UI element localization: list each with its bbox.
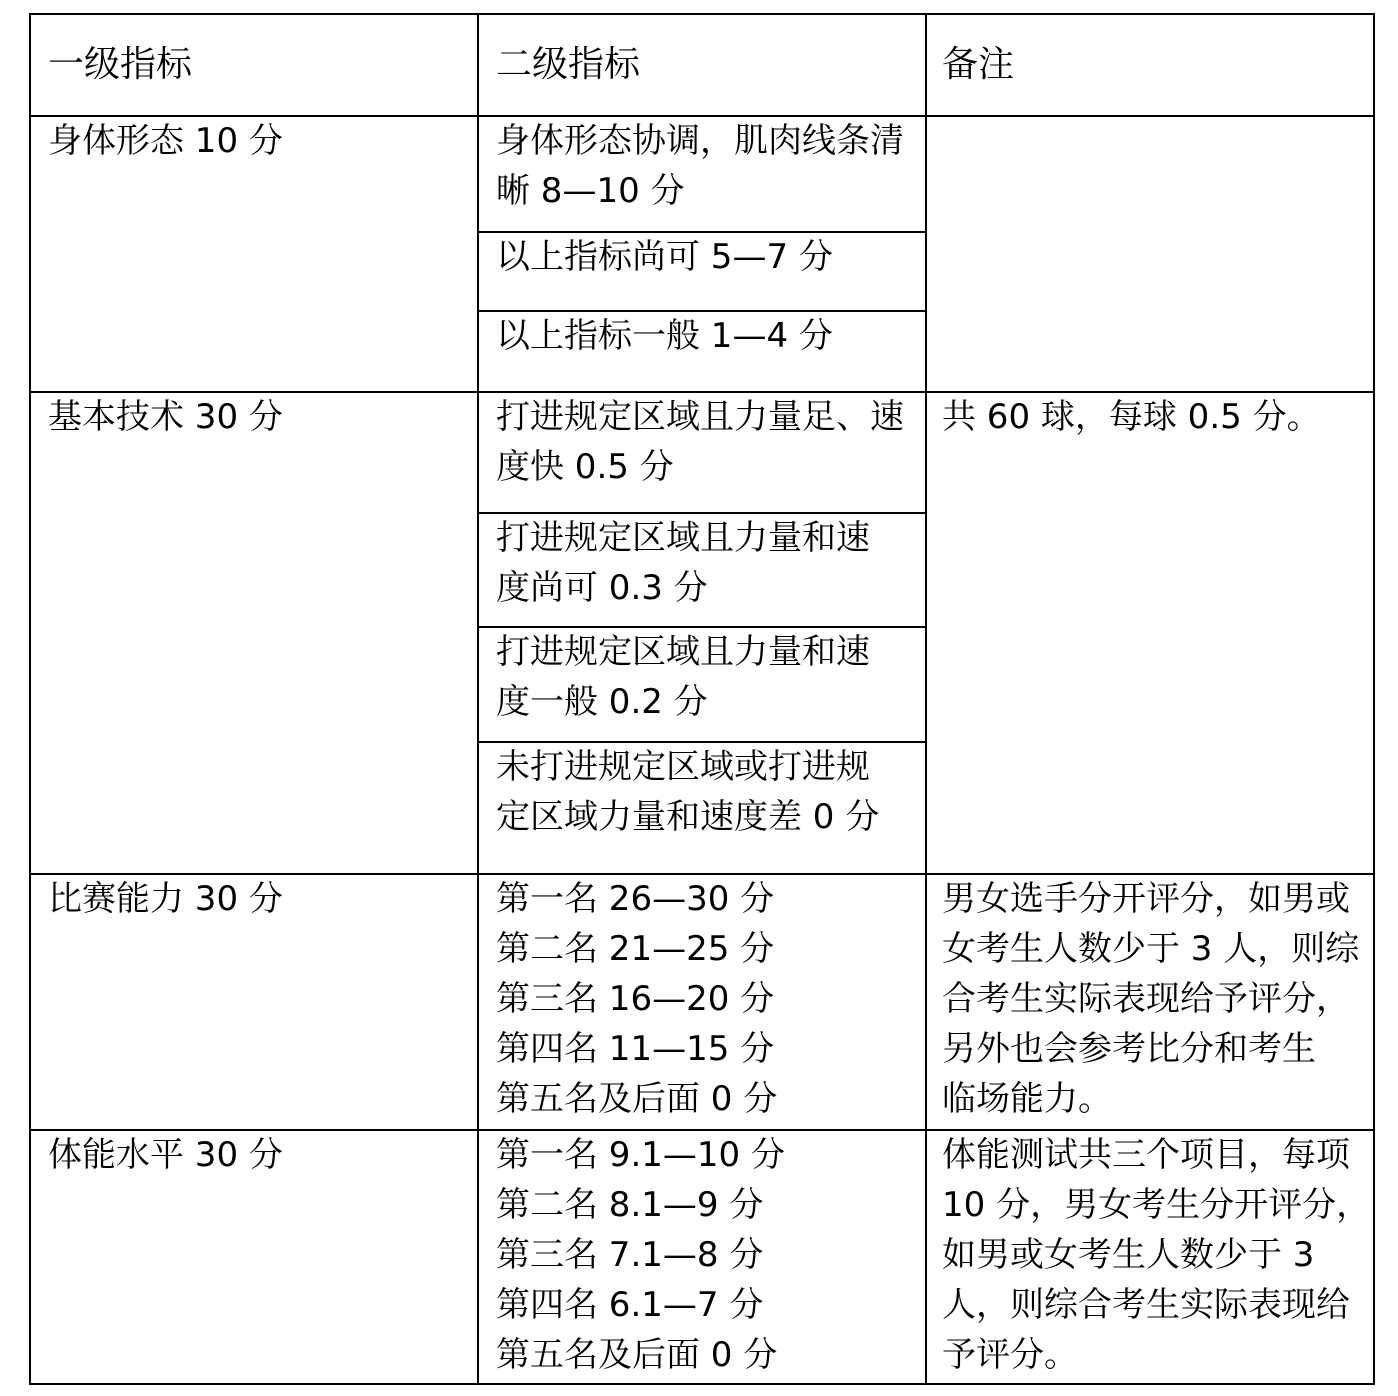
row-match-ability-primary: 比赛能力 30 分 bbox=[48, 879, 283, 919]
row-basic-skills-criterion: 打进规定区域且力量和速 度一般 0.2 分 bbox=[496, 632, 870, 722]
row-basic-skills-primary: 基本技术 30 分 bbox=[48, 397, 283, 437]
row-body-shape-criterion: 以上指标尚可 5—7 分 bbox=[496, 237, 833, 277]
row-match-ability-criterion: 第一名 26—30 分 第二名 21—25 分 第三名 16—20 分 第四名 11—15 分 第五名及后面 0 分 bbox=[496, 879, 778, 1119]
row-match-ability-note: 男女选手分开评分，如男或 女考生人数少于 3 人，则综 合考生实际表现给予评分， 另外也会参考比分和考生 临场能力。 bbox=[942, 879, 1360, 1119]
header-note: 备注 bbox=[942, 44, 1015, 85]
header-primary-indicator: 一级指标 bbox=[48, 44, 193, 85]
row-body-shape-criterion: 以上指标一般 1—4 分 bbox=[496, 316, 833, 356]
row-body-shape-criterion: 身体形态协调，肌肉线条清 晰 8—10 分 bbox=[496, 121, 904, 211]
row-fitness-level-note: 体能测试共三个项目，每项 10 分，男女考生分开评分， 如男或女考生人数少于 3 人，则综合考生实际表现给 予评分。 bbox=[942, 1135, 1371, 1375]
row-basic-skills-criterion: 未打进规定区域或打进规 定区域力量和速度差 0 分 bbox=[496, 747, 880, 837]
row-basic-skills-criterion: 打进规定区域且力量足、速 度快 0.5 分 bbox=[496, 397, 904, 487]
row-fitness-level-criterion: 第一名 9.1—10 分 第二名 8.1—9 分 第三名 7.1—8 分 第四名 6.1—7 分 第五名及后面 0 分 bbox=[496, 1135, 785, 1375]
row-fitness-level-primary: 体能水平 30 分 bbox=[48, 1135, 283, 1175]
row-basic-skills-criterion: 打进规定区域且力量和速 度尚可 0.3 分 bbox=[496, 518, 870, 608]
row-body-shape-primary: 身体形态 10 分 bbox=[48, 121, 283, 161]
row-basic-skills-note: 共 60 球，每球 0.5 分。 bbox=[942, 397, 1321, 437]
header-secondary-indicator: 二级指标 bbox=[496, 44, 641, 85]
